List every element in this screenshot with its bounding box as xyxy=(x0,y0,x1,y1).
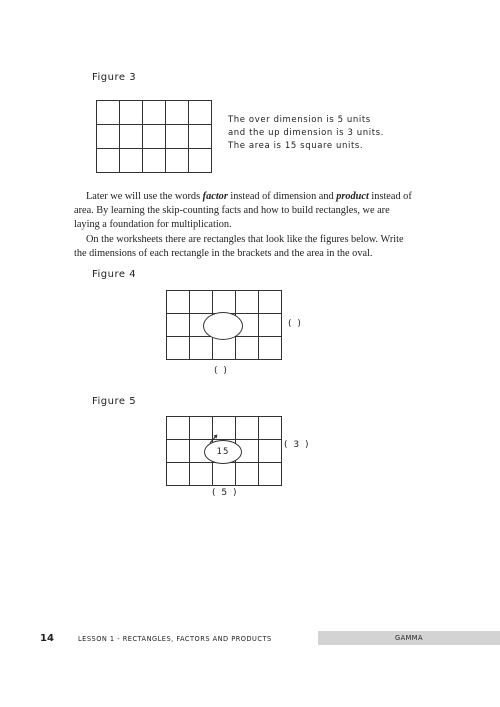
area-oval: 15 xyxy=(204,440,242,464)
paragraph-factor-product: Later we will use the words factor instead of dimension and product instead of area. By learning the skip-counting facts and how to build rectangles, we are laying a foundation for multiplication. xyxy=(74,191,412,231)
figure-3-label: Figure 3 xyxy=(92,72,137,83)
figure-4-label: Figure 4 xyxy=(92,269,137,280)
page-number: 14 xyxy=(40,633,54,644)
description-line: The area is 15 square units. xyxy=(228,141,364,151)
figure-5-label: Figure 5 xyxy=(92,396,137,407)
description-line: The over dimension is 5 units xyxy=(228,115,371,125)
paragraph-worksheets: On the worksheets there are rectangles that look like the figures below. Write the dimensions of each rectangle in the brackets and the area in the oval. xyxy=(74,233,404,259)
over-dimension-bracket: ( 5 ) xyxy=(212,488,238,498)
over-dimension-bracket: ( ) xyxy=(214,366,229,376)
up-dimension-bracket: ( 3 ) xyxy=(284,440,310,450)
lesson-title: LESSON 1 - RECTANGLES, FACTORS AND PRODUCTS xyxy=(78,635,272,643)
term-product: product xyxy=(336,191,369,202)
book-title: GAMMA xyxy=(318,631,500,645)
up-dimension-bracket: ( ) xyxy=(288,319,303,329)
description-line: and the up dimension is 3 units. xyxy=(228,128,384,138)
figure-3-rectangle xyxy=(96,100,212,173)
figure-3-description xyxy=(228,114,384,153)
body-text xyxy=(74,190,414,261)
area-oval xyxy=(203,312,243,340)
term-factor: factor xyxy=(202,191,228,202)
